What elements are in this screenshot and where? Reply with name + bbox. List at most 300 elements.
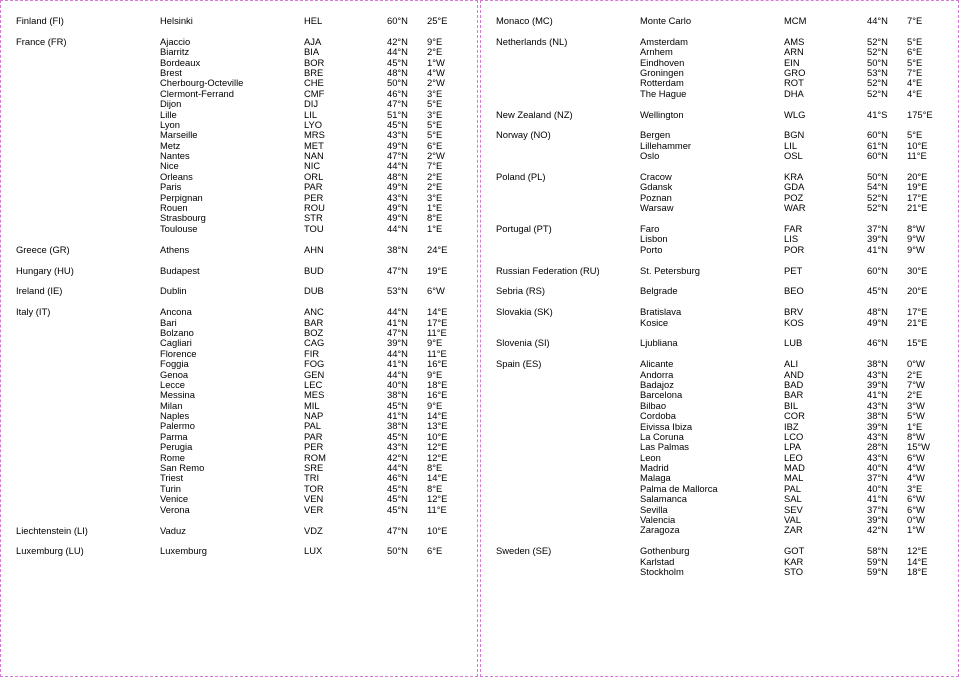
code-cell: ORL <box>304 170 324 182</box>
code-cell: EIN <box>784 56 800 68</box>
lat-cell: 52°N <box>867 87 888 99</box>
city-cell: Foggia <box>160 358 189 370</box>
lon-cell: 175°E <box>907 108 933 120</box>
country-group <box>481 338 958 348</box>
airport-row <box>481 110 958 120</box>
country-name: Greece (GR) <box>16 243 70 255</box>
code-cell: LIS <box>784 233 799 245</box>
lat-cell: 45°N <box>387 56 408 68</box>
code-cell: OSL <box>784 150 803 162</box>
country-group <box>1 307 477 515</box>
lon-cell: 9°W <box>907 243 925 255</box>
city-cell: Cagliari <box>160 337 192 349</box>
lon-cell: 4°W <box>907 462 925 474</box>
lon-cell: 1°E <box>907 420 923 432</box>
code-cell: DIJ <box>304 98 319 110</box>
lat-cell: 46°N <box>387 472 408 484</box>
code-cell: BAR <box>784 389 804 401</box>
lat-cell: 43°N <box>867 451 888 463</box>
code-cell: NAP <box>304 410 324 422</box>
city-cell: Barcelona <box>640 389 683 401</box>
code-cell: NAN <box>304 150 324 162</box>
lon-cell: 5°E <box>907 35 923 47</box>
city-cell: Cracow <box>640 171 672 182</box>
lon-cell: 30°E <box>907 264 928 276</box>
country-group <box>481 359 958 536</box>
city-cell: Las Palmas <box>640 441 689 453</box>
lat-cell: 44°N <box>387 222 408 234</box>
code-cell: CHE <box>304 77 324 89</box>
lon-cell: 14°E <box>427 410 448 422</box>
lat-cell: 52°N <box>867 202 888 214</box>
code-cell: AHN <box>304 243 324 255</box>
lat-cell: 40°N <box>867 462 888 474</box>
code-cell: AJA <box>304 35 322 47</box>
lon-cell: 18°E <box>427 378 448 390</box>
code-cell: CAG <box>304 337 325 349</box>
code-cell: LCO <box>784 430 804 442</box>
city-cell: St. Petersburg <box>640 264 700 276</box>
country-group <box>481 286 958 296</box>
lat-cell: 52°N <box>867 46 888 58</box>
lon-cell: 18°E <box>907 566 928 578</box>
lat-cell: 45°N <box>867 285 888 297</box>
code-cell: LUB <box>784 337 803 349</box>
lat-cell: 48°N <box>867 306 888 318</box>
code-cell: MAL <box>784 472 804 484</box>
lat-cell: 42°N <box>867 524 888 536</box>
lat-cell: 50°N <box>867 56 888 68</box>
lat-cell: 52°N <box>867 191 888 203</box>
city-cell: Nantes <box>160 150 190 162</box>
lon-cell: 20°E <box>907 171 928 182</box>
city-cell: Perpignan <box>160 191 203 203</box>
city-cell: Cordoba <box>640 410 676 422</box>
city-cell: Karlstad <box>640 555 675 567</box>
lon-cell: 25°E <box>427 15 448 26</box>
code-cell: AMS <box>784 35 805 47</box>
code-cell: PER <box>304 441 324 453</box>
lat-cell: 48°N <box>387 170 408 182</box>
city-cell: Perugia <box>160 441 193 453</box>
lon-cell: 2°W <box>427 77 445 89</box>
city-cell: Kosice <box>640 316 669 328</box>
code-cell: LEO <box>784 451 803 463</box>
lon-cell: 9°E <box>427 368 443 380</box>
lon-cell: 11°E <box>427 503 447 515</box>
lon-cell: 11°E <box>427 326 447 338</box>
city-cell: Faro <box>640 223 660 234</box>
lon-cell: 17°E <box>427 316 448 328</box>
lat-cell: 39°N <box>867 233 888 245</box>
airport-row <box>1 526 477 536</box>
city-cell: Budapest <box>160 264 200 276</box>
city-cell: Toulouse <box>160 222 198 234</box>
country-group <box>481 546 958 577</box>
lon-cell: 16°E <box>427 389 448 401</box>
lat-cell: 59°N <box>867 566 888 578</box>
code-cell: VAL <box>784 514 802 526</box>
airport-row <box>1 245 477 255</box>
country-name: Poland (PL) <box>496 171 546 182</box>
city-cell: Metz <box>160 139 181 151</box>
city-cell: Belgrade <box>640 285 678 297</box>
airport-row <box>481 89 958 99</box>
lat-cell: 50°N <box>387 77 408 89</box>
lon-cell: 5°E <box>427 118 443 130</box>
code-cell: DHA <box>784 87 804 99</box>
lon-cell: 10°E <box>427 430 448 442</box>
code-cell: BAD <box>784 378 804 390</box>
lat-cell: 49°N <box>387 139 408 151</box>
lat-cell: 38°N <box>387 389 408 401</box>
lon-cell: 13°E <box>427 420 448 432</box>
city-cell: Zaragoza <box>640 524 680 536</box>
lon-cell: 19°E <box>907 181 928 193</box>
city-cell: Groningen <box>640 66 684 78</box>
city-cell: Orleans <box>160 170 193 182</box>
code-cell: LIL <box>784 139 798 151</box>
lon-cell: 4°W <box>427 66 445 78</box>
lat-cell: 45°N <box>387 503 408 515</box>
airport-row <box>481 286 958 296</box>
lat-cell: 60°N <box>387 15 408 26</box>
code-cell: PER <box>304 191 324 203</box>
lat-cell: 45°N <box>387 493 408 505</box>
city-cell: Genoa <box>160 368 189 380</box>
code-cell: LYO <box>304 118 323 130</box>
lon-cell: 9°E <box>427 399 443 411</box>
airport-row <box>481 266 958 276</box>
lon-cell: 17°E <box>907 191 928 203</box>
code-cell: MAD <box>784 462 805 474</box>
city-cell: Rotterdam <box>640 77 684 89</box>
lat-cell: 47°N <box>387 264 408 276</box>
lat-cell: 54°N <box>867 181 888 193</box>
lon-cell: 3°E <box>427 191 443 203</box>
lon-cell: 3°E <box>427 108 443 120</box>
lat-cell: 45°N <box>387 118 408 130</box>
city-cell: Triest <box>160 472 184 484</box>
city-cell: Eivissa Ibiza <box>640 420 693 432</box>
code-cell: FOG <box>304 358 325 370</box>
lat-cell: 37°N <box>867 223 888 234</box>
lon-cell: 7°W <box>907 378 925 390</box>
country-name: Hungary (HU) <box>16 264 74 276</box>
lon-cell: 8°E <box>427 212 443 224</box>
code-cell: TRI <box>304 472 320 484</box>
city-cell: Dijon <box>160 98 182 110</box>
lon-cell: 6°W <box>907 451 925 463</box>
code-cell: LPA <box>784 441 802 453</box>
lon-cell: 9°E <box>427 337 443 349</box>
code-cell: TOU <box>304 222 324 234</box>
lat-cell: 47°N <box>387 98 408 110</box>
code-cell: POZ <box>784 191 804 203</box>
country-name: Liechtenstein (LI) <box>16 524 88 536</box>
city-cell: Lisbon <box>640 233 668 245</box>
lon-cell: 4°E <box>907 87 923 99</box>
code-cell: KOS <box>784 316 804 328</box>
city-cell: Florence <box>160 347 197 359</box>
code-cell: POR <box>784 243 805 255</box>
code-cell: DUB <box>304 285 324 297</box>
country-group <box>1 286 477 296</box>
lat-cell: 58°N <box>867 545 888 557</box>
country-group <box>481 130 958 161</box>
city-cell: Naples <box>160 410 190 422</box>
city-cell: Palermo <box>160 420 195 432</box>
lon-cell: 11°E <box>907 150 927 162</box>
code-cell: ARN <box>784 46 804 58</box>
city-cell: Monte Carlo <box>640 15 692 26</box>
airport-row <box>481 203 958 213</box>
code-cell: COR <box>784 410 805 422</box>
code-cell: SRE <box>304 462 324 474</box>
lat-cell: 60°N <box>867 264 888 276</box>
lat-cell: 45°N <box>387 430 408 442</box>
city-cell: Parma <box>160 430 188 442</box>
lon-cell: 19°E <box>427 264 448 276</box>
city-cell: Warsaw <box>640 202 674 214</box>
lat-cell: 47°N <box>387 326 408 338</box>
city-cell: Wellington <box>640 108 684 120</box>
city-cell: Bordeaux <box>160 56 201 68</box>
lon-cell: 2°E <box>427 181 443 193</box>
lon-cell: 7°E <box>907 15 923 26</box>
city-cell: Bari <box>160 316 177 328</box>
lon-cell: 0°W <box>907 514 925 526</box>
lat-cell: 52°N <box>867 35 888 47</box>
code-cell: BEO <box>784 285 804 297</box>
airport-row <box>481 245 958 255</box>
lon-cell: 5°E <box>427 98 443 110</box>
lon-cell: 5°W <box>907 410 925 422</box>
code-cell: ROM <box>304 451 326 463</box>
city-cell: Leon <box>640 451 661 463</box>
lat-cell: 41°N <box>867 493 888 505</box>
airport-row <box>1 224 477 234</box>
airport-row <box>1 546 477 556</box>
lat-cell: 44°N <box>387 46 408 58</box>
lat-cell: 43°N <box>387 441 408 453</box>
country-name: Portugal (PT) <box>496 223 552 234</box>
lat-cell: 52°N <box>867 77 888 89</box>
code-cell: GDA <box>784 181 805 193</box>
code-cell: SEV <box>784 503 803 515</box>
city-cell: Malaga <box>640 472 671 484</box>
country-name: Luxemburg (LU) <box>16 545 84 557</box>
city-cell: Venice <box>160 493 189 505</box>
lat-cell: 42°N <box>387 451 408 463</box>
lon-cell: 8°E <box>427 462 443 474</box>
city-cell: Lillehammer <box>640 139 692 151</box>
lon-cell: 1°W <box>427 56 445 68</box>
lon-cell: 21°E <box>907 316 928 328</box>
city-cell: Lecce <box>160 378 186 390</box>
country-name: Spain (ES) <box>496 358 542 370</box>
lat-cell: 48°N <box>387 66 408 78</box>
lat-cell: 44°N <box>867 15 888 26</box>
lat-cell: 44°N <box>387 368 408 380</box>
lat-cell: 41°N <box>387 358 408 370</box>
code-cell: GRO <box>784 66 806 78</box>
code-cell: STR <box>304 212 323 224</box>
lat-cell: 43°N <box>387 191 408 203</box>
city-cell: Madrid <box>640 462 669 474</box>
lon-cell: 16°E <box>427 358 448 370</box>
country-group <box>1 245 477 255</box>
lat-cell: 41°N <box>387 316 408 328</box>
airport-row <box>1 505 477 515</box>
lat-cell: 38°N <box>387 420 408 432</box>
lon-cell: 6°E <box>427 545 443 557</box>
lon-cell: 1°E <box>427 222 443 234</box>
lon-cell: 15°E <box>907 337 928 349</box>
code-cell: AND <box>784 368 804 380</box>
lat-cell: 49°N <box>387 181 408 193</box>
code-cell: PAR <box>304 430 323 442</box>
lat-cell: 41°N <box>867 243 888 255</box>
code-cell: PAL <box>304 420 322 432</box>
lon-cell: 4°E <box>907 77 923 89</box>
city-cell: Ajaccio <box>160 35 191 47</box>
country-name: Slovenia (SI) <box>496 337 550 349</box>
city-cell: Marseille <box>160 129 198 141</box>
city-cell: Nice <box>160 160 179 172</box>
code-cell: VDZ <box>304 524 323 536</box>
city-cell: La Coruna <box>640 430 684 442</box>
code-cell: SAL <box>784 493 802 505</box>
lon-cell: 4°W <box>907 472 925 484</box>
city-cell: Gothenburg <box>640 545 690 557</box>
code-cell: STO <box>784 566 804 578</box>
lat-cell: 38°N <box>867 410 888 422</box>
lat-cell: 46°N <box>387 87 408 99</box>
code-cell: MES <box>304 389 325 401</box>
code-cell: NIC <box>304 160 321 172</box>
city-cell: Helsinki <box>160 15 193 26</box>
lon-cell: 5°E <box>907 56 923 68</box>
country-name: Sweden (SE) <box>496 545 552 557</box>
code-cell: MET <box>304 139 324 151</box>
city-cell: Brest <box>160 66 182 78</box>
airport-row <box>481 151 958 161</box>
airport-row <box>1 266 477 276</box>
lat-cell: 41°N <box>387 410 408 422</box>
lat-cell: 47°N <box>387 150 408 162</box>
city-cell: Ancona <box>160 306 192 318</box>
country-group <box>1 546 477 556</box>
country-name: Finland (FI) <box>16 15 64 26</box>
code-cell: ZAR <box>784 524 803 536</box>
country-group <box>481 307 958 328</box>
code-cell: LUX <box>304 545 323 557</box>
country-name: Sebria (RS) <box>496 285 545 297</box>
lat-cell: 45°N <box>387 399 408 411</box>
city-cell: Sevilla <box>640 503 668 515</box>
right-page <box>480 0 959 677</box>
country-name: Monaco (MC) <box>496 15 553 26</box>
city-cell: The Hague <box>640 87 687 99</box>
city-cell: Clermont-Ferrand <box>160 87 234 99</box>
lon-cell: 21°E <box>907 202 928 214</box>
country-group <box>481 172 958 214</box>
code-cell: MIL <box>304 399 320 411</box>
lon-cell: 2°E <box>427 170 443 182</box>
city-cell: San Remo <box>160 462 205 474</box>
lon-cell: 7°E <box>907 66 923 78</box>
lat-cell: 53°N <box>387 285 408 297</box>
city-cell: Paris <box>160 181 182 193</box>
lon-cell: 9°W <box>907 233 925 245</box>
code-cell: BRV <box>784 306 804 318</box>
lon-cell: 3°W <box>907 399 925 411</box>
lat-cell: 38°N <box>387 243 408 255</box>
city-cell: Badajoz <box>640 378 674 390</box>
lat-cell: 53°N <box>867 66 888 78</box>
lat-cell: 40°N <box>867 482 888 494</box>
city-cell: Arnhem <box>640 46 673 58</box>
city-cell: Bratislava <box>640 306 682 318</box>
lat-cell: 46°N <box>867 337 888 349</box>
airport-row <box>1 359 477 369</box>
country-group <box>481 16 958 26</box>
lon-cell: 12°E <box>907 545 928 557</box>
code-cell: HEL <box>304 15 323 26</box>
code-cell: BIA <box>304 46 320 58</box>
lon-cell: 20°E <box>907 285 928 297</box>
lat-cell: 60°N <box>867 129 888 141</box>
lon-cell: 10°E <box>907 139 928 151</box>
country-group <box>481 266 958 276</box>
country-name: Russian Federation (RU) <box>496 264 600 276</box>
country-name: France (FR) <box>16 35 67 47</box>
city-cell: Strasbourg <box>160 212 206 224</box>
lon-cell: 5°E <box>427 129 443 141</box>
country-group <box>1 16 477 26</box>
lat-cell: 43°N <box>387 129 408 141</box>
code-cell: FIR <box>304 347 320 359</box>
code-cell: BGN <box>784 129 805 141</box>
city-cell: Valencia <box>640 514 676 526</box>
city-cell: Eindhoven <box>640 56 685 68</box>
country-name: Netherlands (NL) <box>496 35 568 47</box>
city-cell: Bolzano <box>160 326 194 338</box>
lat-cell: 43°N <box>867 368 888 380</box>
lon-cell: 3°E <box>907 482 923 494</box>
lat-cell: 39°N <box>867 420 888 432</box>
city-cell: Messina <box>160 389 195 401</box>
lat-cell: 50°N <box>387 545 408 557</box>
country-group <box>1 526 477 536</box>
city-cell: Biarritz <box>160 46 190 58</box>
lat-cell: 38°N <box>867 358 888 370</box>
code-cell: IBZ <box>784 420 799 432</box>
airport-row <box>1 16 477 26</box>
lat-cell: 59°N <box>867 555 888 567</box>
code-cell: BOZ <box>304 326 324 338</box>
city-cell: Dublin <box>160 285 187 297</box>
lon-cell: 10°E <box>427 524 448 536</box>
lon-cell: 6°E <box>427 139 443 151</box>
airport-row <box>1 99 477 109</box>
code-cell: ALI <box>784 358 799 370</box>
city-cell: Lille <box>160 108 177 120</box>
lon-cell: 12°E <box>427 493 448 505</box>
lat-cell: 45°N <box>387 482 408 494</box>
city-cell: Vaduz <box>160 524 186 536</box>
